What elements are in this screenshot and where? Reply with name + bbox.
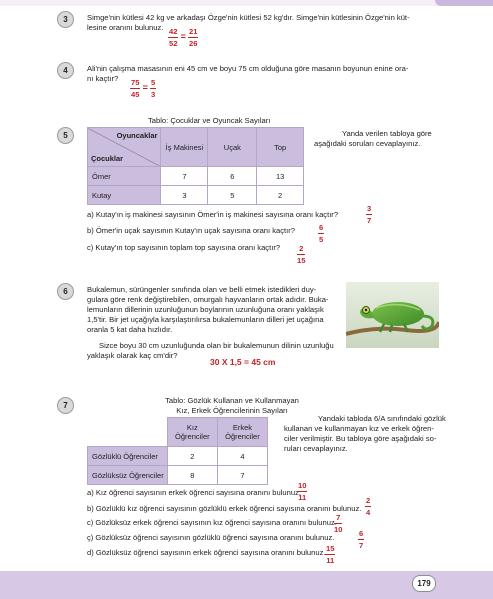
answer-numerator: 7 <box>334 512 342 524</box>
answer-denominator: 7 <box>359 541 364 550</box>
question-7b-answer <box>365 495 371 518</box>
answer-denominator: 10 <box>334 525 343 534</box>
question-3-line-2: lesine oranını bulunuz. <box>87 23 164 32</box>
answer-numerator: 2 <box>366 496 371 505</box>
table-cell: 7 <box>161 167 208 186</box>
column-header: Uçak <box>208 128 257 167</box>
question-4-answer <box>130 77 156 100</box>
question-6-line: 1,5'tir. Bir jet uçağıyla karşılaştırılırsa bukalemunların dilleri jet uçağına <box>87 315 324 324</box>
question-5c-answer <box>297 243 305 266</box>
table-cell: 8 <box>167 466 217 485</box>
answer-numerator: 6 <box>319 223 324 232</box>
table-cell: 3 <box>161 186 208 205</box>
table-title-5: Tablo: Çocuklar ve Oyuncak Sayıları <box>148 116 271 125</box>
top-tab <box>435 0 493 6</box>
answer-denominator: 15 <box>297 256 306 265</box>
answer-denominator: 11 <box>298 493 307 502</box>
question-3-answer <box>168 26 198 49</box>
column-header: Kız Öğrenciler <box>167 418 217 447</box>
question-7c-cedilla: ç) Gözlüksüz öğrenci sayısının gözlüklü öğrenci sayısına oranını bulunuz. <box>87 533 335 542</box>
question-7a-answer <box>297 480 307 503</box>
column-header: Erkek Öğrenciler <box>217 418 267 447</box>
question-4-line-1: Ali'nin çalışma masasının eni 45 cm ve boyu 75 cm olduğuna göre masanın boyunun enine ora- <box>87 64 409 73</box>
answer-denominator: 5 <box>319 235 324 244</box>
row-label: Kutay <box>88 186 161 205</box>
answer-numerator: 15 <box>326 544 335 553</box>
corner-bottom-label: Çocuklar <box>91 154 124 163</box>
question-6-line: lemunların dillerinin uzunluğunun boylarının uzunluğuna oranı yaklaşık <box>87 305 324 314</box>
answer-numerator: 75 <box>131 78 140 87</box>
empty-corner <box>88 418 168 447</box>
chameleon-image <box>346 282 439 348</box>
question-6-line: Bukalemun, sürüngenler sınıfında olan ve belli etmek istedikleri duy- <box>87 285 317 294</box>
answer-denominator: 4 <box>366 508 371 517</box>
question-6-ask-2: yaklaşık olarak kaç cm'dir? <box>87 351 178 360</box>
question-7c: c) Gözlüksüz erkek öğrenci sayısının kız öğrenci sayısına oranını bulunuz. <box>87 518 337 527</box>
side-line: ruları cevaplayınız. <box>284 444 348 453</box>
answer-numerator: 21 <box>188 27 198 36</box>
question-6-text <box>87 285 349 361</box>
table-cell: 6 <box>208 167 257 186</box>
question-5b-answer <box>318 222 324 245</box>
question-5b: b) Ömer'in uçak sayısının Kutay'ın uçak sayısına oranı kaçtır? <box>87 226 296 235</box>
answer-numerator: 10 <box>298 481 307 490</box>
table-cell: 13 <box>257 167 304 186</box>
equals-sign: = <box>142 82 148 93</box>
question-7-side-text <box>284 414 449 454</box>
page-number: 179 <box>412 575 436 592</box>
column-header: İş Makinesi <box>161 128 208 167</box>
question-7d: d) Gözlüksüz öğrenci sayısının erkek öğrenci sayısına oranını bulunuz. <box>87 548 326 557</box>
question-7c-answer <box>334 512 342 535</box>
top-band <box>0 0 493 6</box>
row-label: Gözlüklü Öğrenciler <box>88 447 168 466</box>
question-number-6: 6 <box>57 283 74 300</box>
table-cell: 4 <box>217 447 267 466</box>
question-5c: c) Kutay'ın top sayısının toplam top sayısına oranı kaçtır? <box>87 243 281 252</box>
question-number-4: 4 <box>57 62 74 79</box>
table-row <box>88 466 268 485</box>
table-cell: 2 <box>257 186 304 205</box>
row-label: Ömer <box>88 167 161 186</box>
question-6-answer: 30 X 1,5 = 45 cm <box>210 357 276 367</box>
answer-numerator: 42 <box>169 27 178 36</box>
table-row <box>88 186 304 205</box>
question-7d-answer <box>325 543 335 566</box>
question-5a: a) Kutay'ın iş makinesi sayısının Ömer'in iş makinesi sayısına oranı kaçtır? <box>87 210 339 219</box>
glasses-table <box>87 417 268 485</box>
question-number-3: 3 <box>57 11 74 28</box>
side-line-2: aşağıdaki soruları cevaplayınız. <box>314 139 421 148</box>
table-row <box>88 447 268 466</box>
column-header: Top <box>257 128 304 167</box>
equals-sign: = <box>180 31 186 42</box>
toys-table <box>87 127 304 205</box>
question-6-line: oranla 5 kat daha hızlıdır. <box>87 325 173 334</box>
corner-top-label: Oyuncaklar <box>116 131 158 140</box>
side-line: ciler verilmiştir. Bu tabloya göre aşağıdaki so- <box>284 434 437 443</box>
question-number-7: 7 <box>57 397 74 414</box>
table-row <box>88 167 304 186</box>
table-title-7 <box>147 396 317 416</box>
answer-denominator: 26 <box>188 39 198 48</box>
question-7a: a) Kız öğrenci sayısının erkek öğrenci sayısına oranını bulunuz. <box>87 488 302 497</box>
question-5-side-text <box>314 129 454 149</box>
answer-denominator: 3 <box>150 90 156 99</box>
table-corner-cell <box>88 128 161 167</box>
answer-denominator: 52 <box>169 39 178 48</box>
side-line-1: Yanda verilen tabloya göre <box>342 129 432 138</box>
answer-numerator: 6 <box>359 529 364 538</box>
question-6-ask-1: Sizce boyu 30 cm uzunluğunda olan bir bukalemunun dilinin uzunluğu <box>99 341 334 350</box>
question-5a-answer <box>366 203 372 226</box>
table-cell: 5 <box>208 186 257 205</box>
table-7-title-line-2: Kız, Erkek Öğrencilerinin Sayıları <box>176 406 288 415</box>
row-label: Gözlüksüz Öğrenciler <box>88 466 168 485</box>
question-7b: b) Gözlüklü kız öğrenci sayısının gözlüklü erkek öğrenci sayısına oranını bulunuz. <box>87 504 362 513</box>
answer-denominator: 11 <box>326 556 335 565</box>
side-line: kullanan ve kullanmayan kız ve erkek öğren- <box>284 424 434 433</box>
answer-denominator: 45 <box>131 90 140 99</box>
question-7c-cedilla-answer <box>358 528 364 551</box>
answer-numerator: 2 <box>297 243 305 255</box>
question-4-line-2: nı kaçtır? <box>87 74 119 83</box>
answer-numerator: 5 <box>150 78 156 87</box>
answer-denominator: 7 <box>367 216 372 225</box>
table-cell: 7 <box>217 466 267 485</box>
question-3-line-1: Simge'nin kütlesi 42 kg ve arkadaşı Özge'nin kütlesi 52 kg'dır. Simge'nin kütlesinin Özge'nin küt- <box>87 13 410 22</box>
table-7-title-line-1: Tablo: Gözlük Kullanan ve Kullanmayan <box>165 396 299 405</box>
side-line: Yandaki tabloda 6/A sınıfındaki gözlük <box>318 414 446 423</box>
question-3-text <box>87 13 447 33</box>
answer-numerator: 3 <box>367 204 372 213</box>
question-number-5: 5 <box>57 127 74 144</box>
table-cell: 2 <box>167 447 217 466</box>
question-6-line: gulara göre renk değiştirebilen, omurgalı hayvanların ortak adıdır. Buka- <box>87 295 329 304</box>
